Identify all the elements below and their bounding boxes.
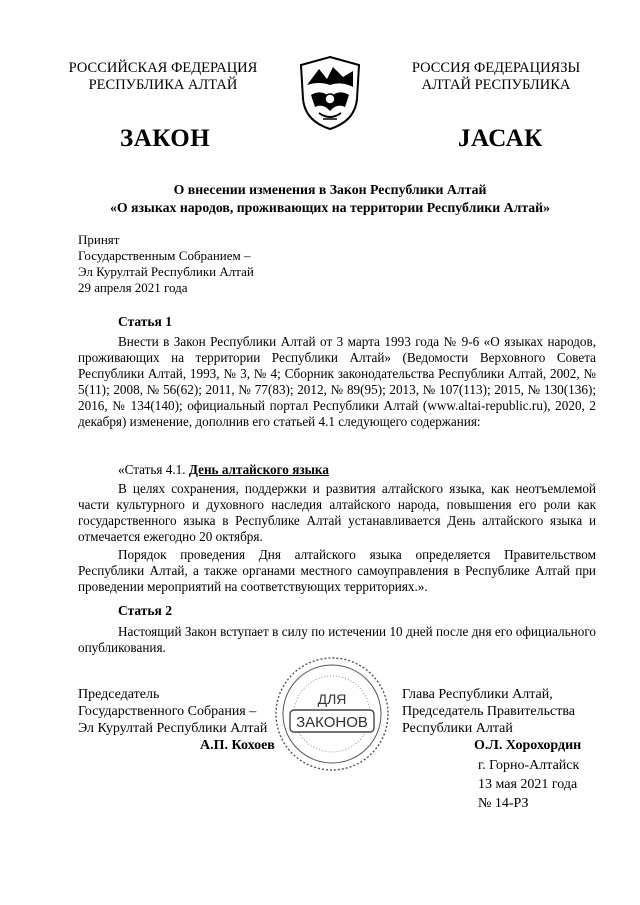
article41-heading-line: [78, 462, 596, 478]
sig-right-line2: Председатель Правительства: [402, 704, 575, 719]
place-date-block: [478, 756, 579, 813]
article41-heading: День алтайского языка: [188, 462, 329, 477]
sig-left-line1: Председатель: [78, 687, 160, 702]
place-city: г. Горно-Алтайск: [478, 758, 580, 773]
article41-para2: Порядок проведения Дня алтайского языка определяется Правительством Республики Алтай, а также органами местного самоуправления в Республике Алтай при проведении мероприятий на соответствующих территориях.».: [78, 547, 596, 594]
header-right-line1: РОССИЯ ФЕДЕРАЦИЯЗЫ: [411, 60, 581, 76]
law-number: № 14-РЗ: [478, 796, 529, 811]
sig-left-line2: Государственного Собрания –: [78, 704, 257, 719]
stamp-line1: ДЛЯ: [317, 691, 347, 707]
sig-left-line3: Эл Курултай Республики Алтай: [78, 721, 268, 736]
place-date: 13 мая 2021 года: [478, 777, 578, 792]
title-line2: «О языках народов, проживающих на территории Республики Алтай»: [109, 200, 551, 215]
article2-heading: Статья 2: [118, 603, 172, 618]
adopted-date: 29 апреля 2021 года: [78, 280, 188, 295]
article1-heading: Статья 1: [118, 314, 172, 329]
sig-left-name: А.П. Кохоев: [200, 738, 275, 753]
adopted-line3: Эл Курултай Республики Алтай: [78, 264, 254, 279]
header-left: [48, 60, 278, 94]
header-right: [380, 60, 612, 94]
title-line1: О внесении изменения в Закон Республики Алтай: [173, 182, 487, 197]
law-label-alt: ЈАСАК: [458, 125, 543, 152]
stamp: [272, 654, 392, 774]
header-left-line1: РОССИЙСКАЯ ФЕДЕРАЦИЯ: [68, 60, 258, 76]
adoption-block: [78, 232, 254, 296]
header-right-line2: АЛТАЙ РЕСПУБЛИКА: [421, 77, 571, 93]
article1-text: Внести в Закон Республики Алтай от 3 марта 1993 года № 9-6 «О языках народов, проживающих на территории Республики Алтай» (Ведомости Верховного Совета Республики Алтай, 1993, № 3, № 4; Сборник законодательства Республики Алтай, 2002, № 5(11); 2008, № 56(62); 2011, № 77(83); 2012, № 89(95); 2013, № 107(113); 2015, № 130(136); 2016, № 134(140); официальный портал Республики Алтай (www.altai-republic.ru), 2020, 2 декабря) изменение, дополнив его статьей 4.1 следующего содержания:: [78, 334, 596, 429]
header-left-line2: РЕСПУБЛИКА АЛТАЙ: [88, 77, 238, 93]
document-title: [60, 181, 600, 217]
altai-emblem-icon: [297, 55, 363, 131]
signature-left: [78, 686, 267, 737]
stamp-line2: ЗАКОНОВ: [296, 714, 368, 731]
adopted-line1: Принят: [78, 232, 120, 247]
sig-right-name: О.Л. Хорохордин: [474, 738, 582, 753]
law-label-ru: ЗАКОН: [120, 125, 211, 152]
article41-para1: В целях сохранения, поддержки и развития алтайского языка, как неотъемлемой части культурного и духовного наследия алтайского народа, повышения его роли как государственного языка в Республике Алтай устанавливается День алтайского языка и отмечается ежегодно 20 октября.: [78, 481, 596, 544]
signature-right: [402, 686, 575, 737]
article41-prefix: «Статья 4.1.: [118, 462, 189, 477]
sig-right-line3: Республики Алтай: [402, 721, 513, 736]
article2-text: Настоящий Закон вступает в силу по истечении 10 дней после дня его официального опубликования.: [78, 624, 596, 655]
sig-right-line1: Глава Республики Алтай,: [402, 687, 553, 702]
adopted-line2: Государственным Собранием –: [78, 248, 251, 263]
